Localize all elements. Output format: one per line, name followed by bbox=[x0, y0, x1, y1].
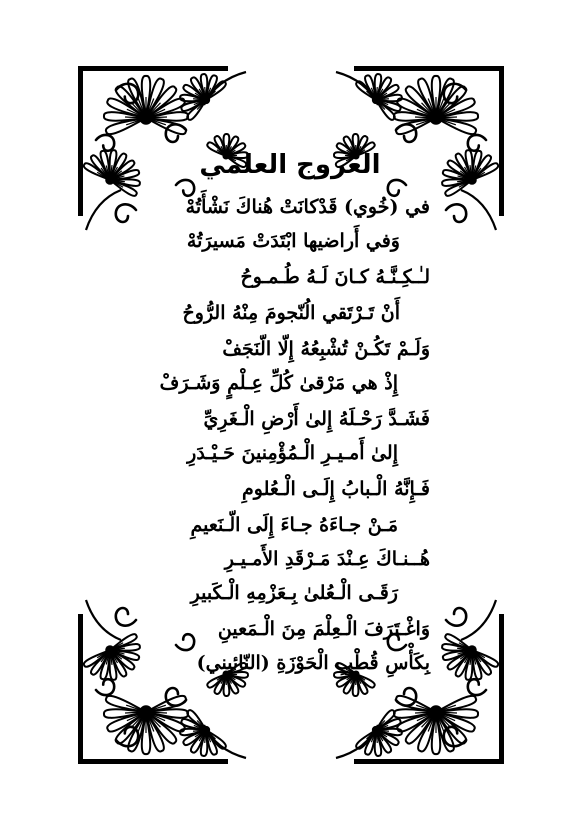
verse-line: هُــنـاكَ عِـنْدَ مَـرْقَدِ الأَمـيـرِ bbox=[224, 548, 430, 570]
verse-line: رَقَـى الْـعُلىٰ بِـعَزْمِهِ الْـكَبيرِ bbox=[190, 582, 398, 604]
verse-line: فَـإِنَّهُ الْـبابُ إِلَـى الْـعُلومِ bbox=[242, 478, 430, 500]
verse-line: وَفي أَراضيها ابْتَدَتْ مَسيرَتُهْ bbox=[186, 230, 400, 252]
verse-line: فَشَـدَّ رَحْـلَهُ إِلىٰ أَرْضِ الْـغَرِيِّ bbox=[203, 408, 430, 430]
verse-line: بِكَأْسِ قُطْبِ الْحَوْزَةِ (النّائيني) bbox=[196, 652, 430, 674]
verse-line: في (خُوي) قَدْكانَتْ هُناكَ نَشْأَتُهْ bbox=[185, 196, 430, 218]
verse-line: أَنْ تَـرْتَقي الُنّجومَ مِنْهُ الرُّوحُ bbox=[182, 302, 400, 324]
verse-line: وَلَـمْ تَكُـنْ تُشْبِعُهُ إِلّا الّنَجَفْ bbox=[222, 338, 430, 360]
ornament-bottom-left bbox=[76, 590, 256, 770]
ornament-bottom-right bbox=[326, 590, 506, 770]
poem-title: العروج العلمي bbox=[199, 150, 381, 180]
verse-line: مَـنْ جـاءَهُ جـاءَ إِلَى الّـنَعيمِ bbox=[190, 514, 398, 536]
verse-line: لـٰـكِـنَّـهُ كـانَ لَـهُ طُـمـوحُ bbox=[240, 266, 430, 288]
verse-line: إِلىٰ أَمـيـرِ الْـمُؤْمِنينَ حَـيْـدَرِ bbox=[187, 442, 398, 464]
verse-line: إِذْ هي مَرْقىٰ كُلِّ عِـلْمٍ وَشَـرَفْ bbox=[159, 372, 398, 394]
verse-line: وَاغْـتَرَفَ الْـعِلْمَ مِنَ الْـمَعينِ bbox=[217, 618, 430, 640]
